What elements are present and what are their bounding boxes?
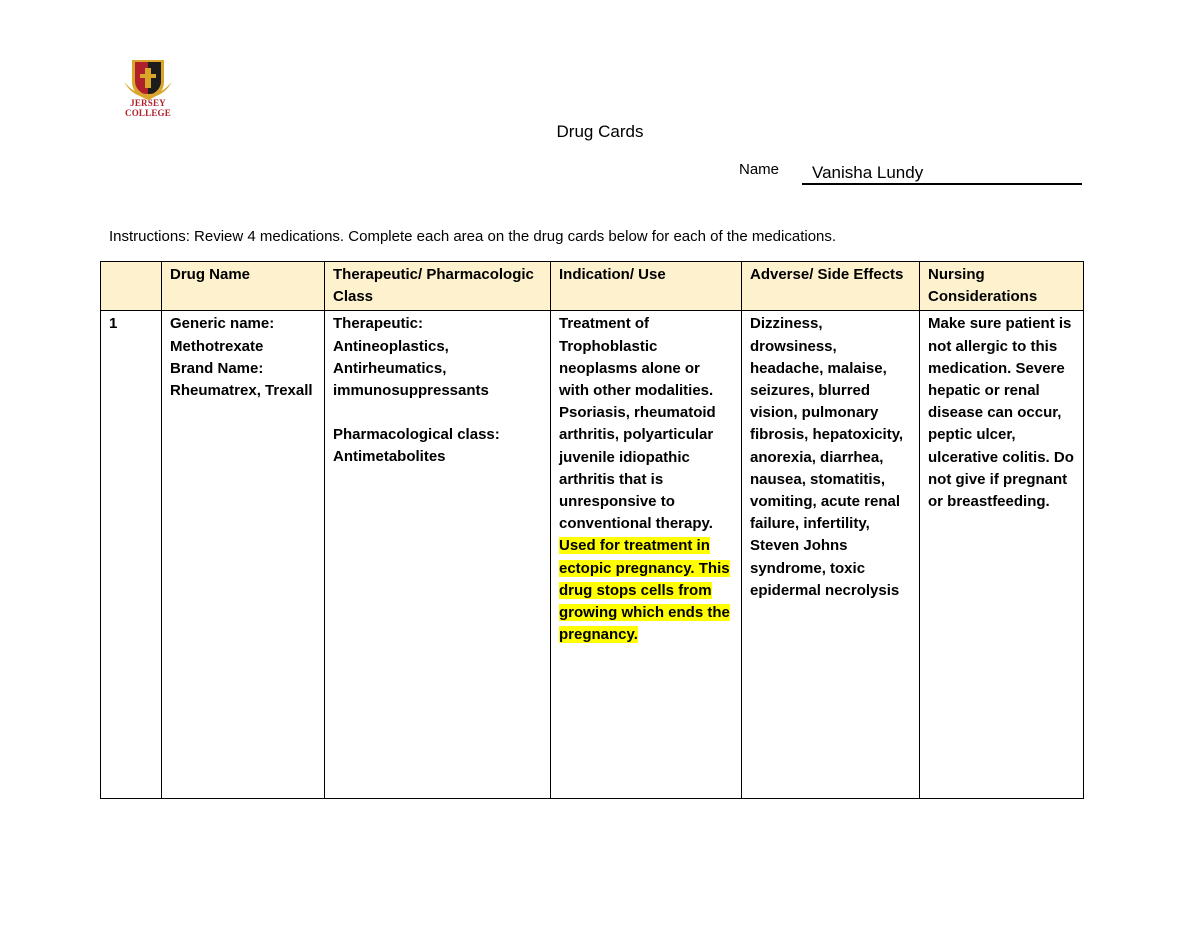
jersey-college-logo-text: JERSEY COLLEGE	[125, 98, 171, 118]
therapeutic-item: immunosuppressants	[333, 382, 489, 400]
page-title: Drug Cards	[556, 122, 644, 141]
spacer	[333, 402, 542, 424]
header-number	[101, 262, 162, 311]
therapeutic-label: Therapeutic:	[333, 315, 424, 333]
indication-highlight: Used for treatment in ectopic pregnancy. This drug stops cells from growing which ends the pregnancy.	[559, 537, 730, 644]
brand-name-value: Rheumatrex, Trexall	[170, 382, 313, 400]
nursing-text: Make sure patient is not allergic to this medication. Severe hepatic or renal disease can occur, peptic ulcer, ulcerative colitis. Do not give if pregnant or breastfeeding.	[928, 315, 1074, 511]
pharmacologic-label: Pharmacological class:	[333, 426, 500, 444]
header-class: Therapeutic/ Pharmacologic Class	[325, 262, 551, 311]
row-number: 1	[101, 311, 162, 799]
header-drug-name: Drug Name	[162, 262, 325, 311]
table-header-row	[101, 262, 1084, 311]
name-value: Vanisha Lundy	[812, 163, 924, 182]
pharmacologic-item: Antimetabolites	[333, 448, 446, 466]
header-adverse: Adverse/ Side Effects	[742, 262, 920, 311]
generic-name-value: Methotrexate	[170, 337, 264, 355]
drug-name-cell	[162, 311, 325, 799]
instructions: Instructions: Review 4 medications. Complete each area on the drug cards below for each of the medications.	[109, 228, 837, 245]
nursing-cell	[920, 311, 1084, 799]
class-cell	[325, 311, 551, 799]
table-row	[101, 311, 1084, 799]
name-label: Name	[739, 161, 780, 178]
adverse-text: Dizziness, drowsiness, headache, malaise, seizures, blurred vision, pulmonary fibrosis, hepatoxicity, anorexia, diarrhea, nausea, stomatitis, vomiting, acute renal failure, infertility, Steven Johns syndrome, toxic epidermal necrolysis	[750, 315, 904, 599]
drug-card-table	[100, 261, 1084, 799]
header-indication: Indication/ Use	[551, 262, 742, 311]
header-nursing: Nursing Considerations	[920, 262, 1084, 311]
adverse-cell	[742, 311, 920, 799]
therapeutic-item: Antineoplastics,	[333, 337, 449, 355]
brand-name-label: Brand Name:	[170, 359, 264, 377]
therapeutic-item: Antirheumatics,	[333, 359, 447, 377]
generic-name-label: Generic name:	[170, 315, 275, 333]
indication-text: Treatment of Trophoblastic neoplasms alone or with other modalities. Psoriasis, rheumatoid arthritis, polyarticular juvenile idiopathic arthritis that is unresponsive to conventional therapy.	[559, 315, 716, 533]
indication-cell	[551, 311, 742, 799]
